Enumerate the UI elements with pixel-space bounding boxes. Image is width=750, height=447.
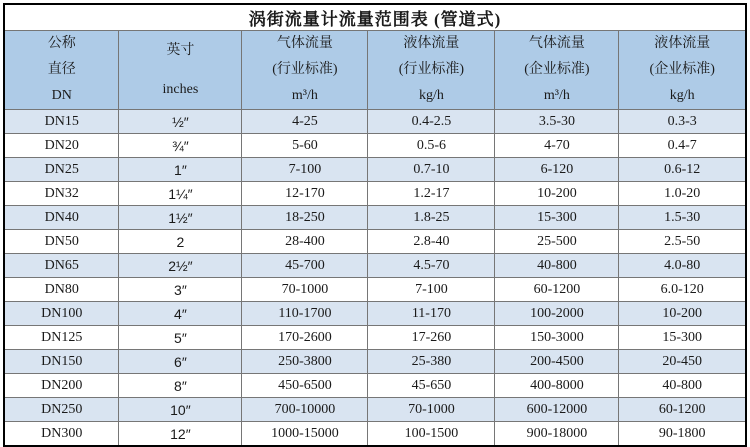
cell-liquid-enterprise: 15-300: [619, 326, 746, 350]
header-line: 液体流量: [403, 36, 460, 51]
col-header-gas-industry-lines: [242, 31, 367, 109]
cell-liquid-enterprise: 40-800: [619, 374, 746, 398]
cell-gas-enterprise: 15-300: [495, 206, 619, 230]
header-line: kg/h: [669, 88, 695, 103]
cell-dn: DN40: [4, 206, 119, 230]
header-line: 气体流量: [528, 36, 585, 51]
cell-inches: 5″: [119, 326, 242, 350]
cell-dn: DN125: [4, 326, 119, 350]
header-line: (行业标准): [272, 62, 338, 77]
cell-liquid-enterprise: 6.0-120: [619, 278, 746, 302]
cell-inches: 1½″: [119, 206, 242, 230]
header-line: (行业标准): [398, 62, 465, 77]
flow-range-table: [3, 3, 747, 447]
table-row: [4, 182, 746, 206]
cell-gas-industry: 450-6500: [242, 374, 368, 398]
cell-liquid-industry: 11-170: [368, 302, 495, 326]
cell-liquid-enterprise: 2.5-50: [619, 230, 746, 254]
cell-liquid-enterprise: 4.0-80: [619, 254, 746, 278]
header-line: kg/h: [418, 88, 444, 103]
cell-gas-industry: 700-10000: [242, 398, 368, 422]
cell-liquid-enterprise: 0.3-3: [619, 110, 746, 134]
cell-liquid-enterprise: 0.4-7: [619, 134, 746, 158]
table-row: [4, 206, 746, 230]
cell-inches: 2: [119, 230, 242, 254]
cell-liquid-enterprise: 90-1800: [619, 422, 746, 447]
cell-gas-industry: 5-60: [242, 134, 368, 158]
header-line: m³/h: [291, 88, 318, 103]
header-row: [4, 31, 746, 110]
cell-inches: 1″: [119, 158, 242, 182]
cell-gas-industry: 45-700: [242, 254, 368, 278]
header-line: 液体流量: [654, 36, 711, 51]
cell-gas-industry: 18-250: [242, 206, 368, 230]
table-body: [4, 110, 746, 447]
header-line: 英寸: [166, 42, 195, 58]
col-header-liquid-industry: [368, 31, 495, 110]
cell-gas-industry: 7-100: [242, 158, 368, 182]
cell-inches: 12″: [119, 422, 242, 447]
table-row: [4, 326, 746, 350]
cell-liquid-enterprise: 60-1200: [619, 398, 746, 422]
cell-liquid-industry: 0.5-6: [368, 134, 495, 158]
cell-liquid-enterprise: 0.6-12: [619, 158, 746, 182]
header-line: (企业标准): [649, 62, 715, 77]
cell-dn: DN80: [4, 278, 119, 302]
table-row: [4, 134, 746, 158]
col-header-inches-lines: [119, 31, 241, 109]
header-line: 公称: [47, 36, 76, 51]
table-row: [4, 110, 746, 134]
header-line: m³/h: [543, 88, 570, 103]
table-row: [4, 158, 746, 182]
header-line: (企业标准): [524, 62, 590, 77]
header-line: 直径: [47, 62, 76, 77]
cell-gas-industry: 250-3800: [242, 350, 368, 374]
cell-gas-enterprise: 6-120: [495, 158, 619, 182]
cell-inches: ¾″: [119, 134, 242, 158]
cell-liquid-industry: 17-260: [368, 326, 495, 350]
cell-gas-enterprise: 100-2000: [495, 302, 619, 326]
col-header-inches: [119, 31, 242, 110]
cell-gas-industry: 28-400: [242, 230, 368, 254]
cell-dn: DN300: [4, 422, 119, 447]
col-header-liquid-industry-lines: [368, 31, 494, 109]
cell-liquid-enterprise: 20-450: [619, 350, 746, 374]
cell-liquid-industry: 0.4-2.5: [368, 110, 495, 134]
cell-dn: DN20: [4, 134, 119, 158]
cell-liquid-industry: 7-100: [368, 278, 495, 302]
cell-gas-industry: 70-1000: [242, 278, 368, 302]
table-row: [4, 302, 746, 326]
cell-gas-enterprise: 400-8000: [495, 374, 619, 398]
table-row: [4, 278, 746, 302]
cell-dn: DN250: [4, 398, 119, 422]
cell-liquid-industry: 0.7-10: [368, 158, 495, 182]
col-header-gas-enterprise: [495, 31, 619, 110]
col-header-liquid-enterprise-lines: [619, 31, 745, 109]
header-line: 气体流量: [276, 36, 333, 51]
cell-inches: 4″: [119, 302, 242, 326]
title-row: [4, 4, 746, 31]
header-line: DN: [51, 88, 72, 103]
cell-liquid-industry: 1.8-25: [368, 206, 495, 230]
cell-gas-enterprise: 200-4500: [495, 350, 619, 374]
cell-dn: DN150: [4, 350, 119, 374]
col-header-liquid-enterprise: [619, 31, 746, 110]
table-row: [4, 422, 746, 447]
cell-gas-industry: 110-1700: [242, 302, 368, 326]
cell-inches: 1¼″: [119, 182, 242, 206]
cell-gas-enterprise: 900-18000: [495, 422, 619, 447]
cell-liquid-industry: 2.8-40: [368, 230, 495, 254]
cell-gas-industry: 170-2600: [242, 326, 368, 350]
cell-dn: DN25: [4, 158, 119, 182]
cell-dn: DN100: [4, 302, 119, 326]
cell-inches: 2½″: [119, 254, 242, 278]
cell-dn: DN32: [4, 182, 119, 206]
cell-liquid-industry: 100-1500: [368, 422, 495, 447]
table-row: [4, 350, 746, 374]
col-header-gas-industry: [242, 31, 368, 110]
col-header-dn-lines: [5, 31, 118, 109]
cell-dn: DN15: [4, 110, 119, 134]
cell-liquid-enterprise: 1.0-20: [619, 182, 746, 206]
table-row: [4, 230, 746, 254]
cell-gas-industry: 1000-15000: [242, 422, 368, 447]
cell-liquid-industry: 4.5-70: [368, 254, 495, 278]
cell-inches: ½″: [119, 110, 242, 134]
cell-gas-enterprise: 4-70: [495, 134, 619, 158]
table-title: 涡街流量计流量范围表 (管道式): [4, 4, 746, 31]
cell-inches: 6″: [119, 350, 242, 374]
cell-inches: 8″: [119, 374, 242, 398]
cell-gas-industry: 12-170: [242, 182, 368, 206]
cell-gas-enterprise: 600-12000: [495, 398, 619, 422]
header-line: inches: [162, 81, 199, 97]
cell-liquid-industry: 45-650: [368, 374, 495, 398]
cell-dn: DN200: [4, 374, 119, 398]
cell-gas-industry: 4-25: [242, 110, 368, 134]
col-header-dn: [4, 31, 119, 110]
cell-liquid-enterprise: 10-200: [619, 302, 746, 326]
cell-gas-enterprise: 60-1200: [495, 278, 619, 302]
table-row: [4, 254, 746, 278]
cell-dn: DN50: [4, 230, 119, 254]
cell-liquid-industry: 1.2-17: [368, 182, 495, 206]
cell-gas-enterprise: 150-3000: [495, 326, 619, 350]
cell-liquid-industry: 70-1000: [368, 398, 495, 422]
cell-gas-enterprise: 10-200: [495, 182, 619, 206]
cell-inches: 10″: [119, 398, 242, 422]
cell-liquid-enterprise: 1.5-30: [619, 206, 746, 230]
cell-liquid-industry: 25-380: [368, 350, 495, 374]
col-header-gas-enterprise-lines: [495, 31, 618, 109]
cell-inches: 3″: [119, 278, 242, 302]
cell-gas-enterprise: 25-500: [495, 230, 619, 254]
cell-gas-enterprise: 3.5-30: [495, 110, 619, 134]
table-row: [4, 398, 746, 422]
cell-dn: DN65: [4, 254, 119, 278]
table-row: [4, 374, 746, 398]
cell-gas-enterprise: 40-800: [495, 254, 619, 278]
